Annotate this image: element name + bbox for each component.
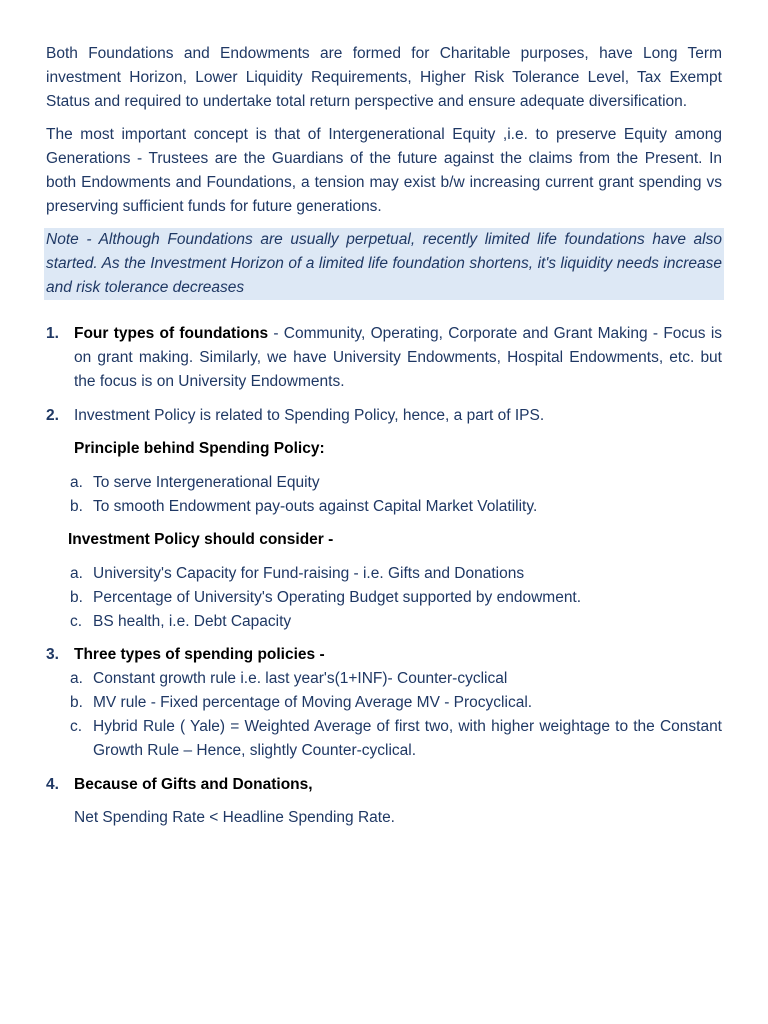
rule-text: Hybrid Rule ( Yale) = Weighted Average of first two, with higher weightage to the Constant Growth Rule – Hence, slightly Counter-cyclical. [93,718,722,759]
list-item [70,586,722,610]
principles-list [70,471,722,519]
investment-policy-text: Investment Policy is related to Spending Policy, hence, a part of IPS. [74,407,545,424]
list-number-2: 2. [46,407,59,424]
spending-rules-list [70,667,722,763]
document-body [46,42,722,830]
list-item [70,471,722,495]
foundations-types-text: - Community, Operating, Corporate and Grant Making - Focus is on grant making. Similarly, we have University Endowments, Hospital Endowments, etc. but the focus is on University Endowments. [74,325,723,390]
rule-text: Constant growth rule i.e. last year's(1+INF)- Counter-cyclical [93,670,508,687]
consider-heading: Investment Policy should consider - [68,531,334,548]
net-spending-rate-text: Net Spending Rate < Headline Spending Rate. [74,809,395,826]
list-item [70,495,722,519]
consideration-text: University's Capacity for Fund-raising - i.e. Gifts and Donations [93,565,525,582]
list-letter: b. [70,694,83,711]
list-item-1 [46,322,722,394]
rule-text: MV rule - Fixed percentage of Moving Average MV - Procyclical. [93,694,533,711]
considerations-list [70,562,722,634]
list-letter: b. [70,589,83,606]
list-letter: c. [70,718,83,735]
list-item-1-text [74,322,722,394]
list-item [70,715,722,763]
list-number-4: 4. [46,776,59,793]
list-item [70,562,722,586]
intergenerational-equity-paragraph: The most important concept is that of Intergenerational Equity ,i.e. to preserve Equity among Generations - Trustees are the Guardians of the future against the claims from the Present. In both Endowments and Foundations, a tension may exist b/w increasing current grant spending vs preserving sufficient funds for future generations. [46,126,722,215]
consideration-text: Percentage of University's Operating Budget supported by endowment. [93,589,582,606]
consideration-text: BS health, i.e. Debt Capacity [93,613,292,630]
principle-text: To serve Intergenerational Equity [93,474,320,491]
principle-text: To smooth Endowment pay-outs against Capital Market Volatility. [93,498,538,515]
list-letter: a. [70,565,83,582]
list-letter: a. [70,474,83,491]
note-callout: Note - Although Foundations are usually perpetual, recently limited life foundations have also started. As the Investment Horizon of a limited life foundation shortens, it's liquidity needs increase and risk tolerance decreases [44,228,724,300]
foundations-types-heading: Four types of foundations [74,325,269,342]
list-item-3 [46,643,722,667]
list-item [70,667,722,691]
spending-policies-heading: Three types of spending policies - [74,646,325,663]
list-letter: b. [70,498,83,515]
gifts-donations-heading: Because of Gifts and Donations, [74,776,313,793]
list-item [70,610,722,634]
list-letter: a. [70,670,83,687]
list-number-3: 3. [46,646,59,663]
list-number-1: 1. [46,325,59,342]
list-item-2 [46,404,722,461]
intro-paragraph: Both Foundations and Endowments are formed for Charitable purposes, have Long Term investment Horizon, Lower Liquidity Requirements, Higher Risk Tolerance Level, Tax Exempt Status and required to undertake total return perspective and ensure adequate diversification. [46,45,722,110]
list-item [70,691,722,715]
principle-heading: Principle behind Spending Policy: [74,440,325,457]
list-letter: c. [70,613,83,630]
list-item-4 [46,773,722,830]
